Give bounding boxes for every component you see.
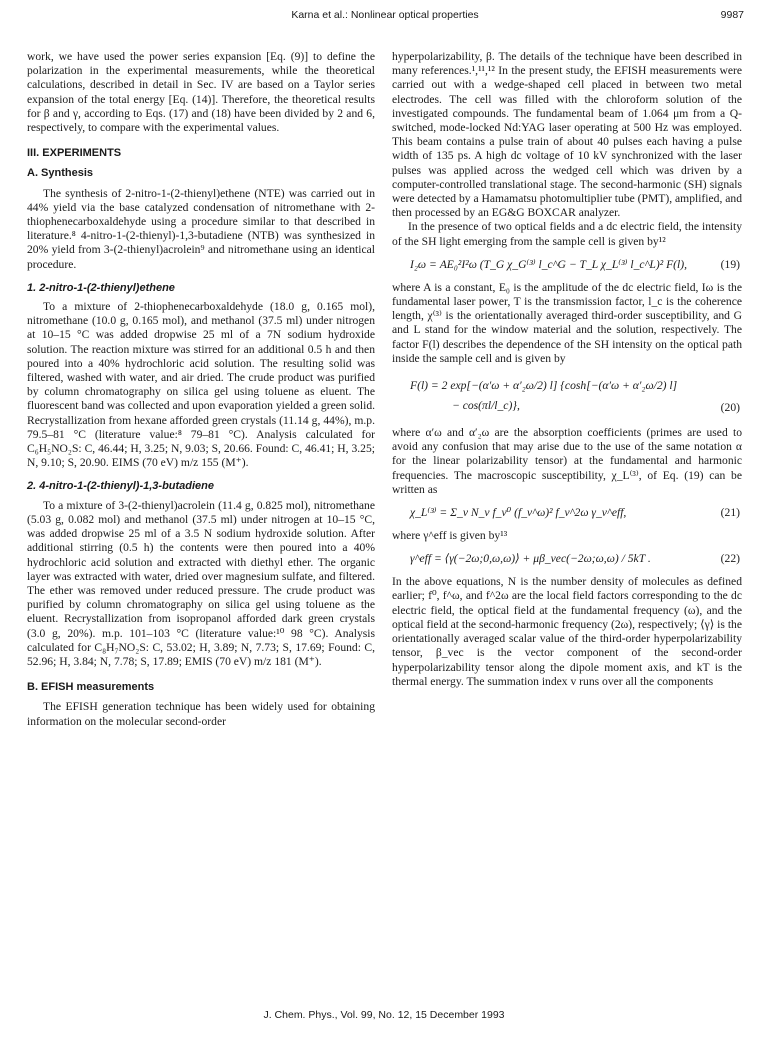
equation-20-line-2: − cos(πl/l_c)},: [452, 399, 520, 413]
paragraph-eq19-definitions: where A is a constant, E₀ is the amplitude of the dc electric field, Iω is the fundamental laser power, T is the transmission factor, l_c is the coherence length, χ⁽³⁾ is the orientationally averaged third-order susceptibility, and G and L stand for the window material and the solution, respectively. The factor F(l) describes the dependence of the SH intensity on the optical path inside the sample cell and is given by: [392, 280, 742, 365]
running-title: Karna et al.: Nonlinear optical properties: [291, 9, 479, 21]
equation-19-body: I₂ω = AE₀²I²ω (T_G χ_G⁽³⁾ l_c^G − T_L χ_L⁽³⁾ l_c^L)² F(l),: [410, 257, 688, 271]
paragraph-definitions: In the above equations, N is the number density of molecules as defined earlier; f⁰, f^ω, and f^2ω are the local field factors corresponding to the dc electric field, the optical field at the fundamental frequency (ω), and the optical field at the second-harmonic frequency (2ω), respectively; ⟨γ⟩ is the orientationally averaged scalar value of the third-order hyperpolarizability tensor, β_vec is the vector component of the second-order hyperpolarizability tensor along the dipole moment axis, and kT is the thermal energy. The summation index v runs over all the components: [392, 575, 742, 688]
left-column: [27, 50, 375, 729]
equation-21: [392, 505, 742, 521]
paragraph-sh-intensity: In the presence of two optical fields and a dc electric field, the intensity of the SH light emerging from the sample cell is given by¹²: [392, 220, 742, 248]
paragraph-efish-intro: The EFISH generation technique has been widely used for obtaining information on the molecular second-order: [27, 700, 375, 728]
equation-21-body: χ_L⁽³⁾ = Σ_v N_v f_v⁰ (f_v^ω)² f_v^2ω γ_v^eff,: [410, 506, 627, 520]
journal-footer: J. Chem. Phys., Vol. 99, No. 12, 15 December 1993: [263, 1009, 505, 1021]
subheading-nte: 1. 2-nitro-1-(2-thienyl)ethene: [27, 281, 175, 294]
equation-20-number: (20): [720, 401, 740, 415]
subsection-heading-synthesis: A. Synthesis: [27, 167, 94, 180]
equation-20: [392, 376, 742, 416]
paragraph-efish-details: hyperpolarizability, β. The details of the technique have been described in many references.¹,¹¹,¹² In the present study, the EFISH measurements were carried out with a wedge-shaped cell placed in between two metal electrodes. The cell was filled with the chloroform solution of the investigated compounds. The fundamental beam of 1.064 μm from a Q-switched, mode-locked Nd:YAG laser operating at 500 Hz was employed. This beam contains a pulse train of about 40 pulses each having a pulse width of 135 ps. A high dc voltage of 10 kV synchronized with the laser pulses was applied across the wedged cell which was driven by a computer-controlled translational stage. The second-harmonic (SH) signals were detected by a Hamamatsu photomultiplier tube (PMT), amplified, and then processed by an EG&G BOXCAR analyzer.: [392, 50, 742, 220]
equation-22-body: γ^eff = ⟨γ(−2ω;0,ω,ω)⟩ + μβ_vec(−2ω;ω,ω) / 5kT .: [410, 552, 651, 566]
paragraph-synthesis: The synthesis of 2-nitro-1-(2-thienyl)ethene (NTE) was carried out in 44% yield via the base catalyzed condensation of nitromethane with 2-thiophenecarboxaldehyde using a procedure similar to that described in literature.⁸ 4-nitro-1-(2-thienyl)-1,3-butadiene (NTB) was synthesized in 20% yield from 3-(2-thienyl)acrolein⁹ and nitromethane using an identical procedure.: [27, 186, 375, 271]
paragraph-ntb-procedure: To a mixture of 3-(2-thienyl)acrolein (11.4 g, 0.825 mol), nitromethane (5.03 g, 0.082 mol) and methanol (37.5 ml) under nitrogen at 10–15 °C, was added dropwise 25 ml of a 3.5 N sodium hydroxide solution. After additional stirring (0.5 h) the contents were then poured into a 40% hydrochloric acid solution and extracted with diethyl ether. The organic layer was extracted with water, dried over magnesium sulfate, and filtered. The ether was removed under reduced pressure. The crude product was purified by column chromatography on silica gel using toluene as the eluent. Recrystallization from isopropanol afforded dark green crystals (3.0 g, 20%). m.p. 101–103 °C (literature value:¹⁰ 98 °C). Analysis calculated for C₈H₇NO₂S: C, 53.02; H, 3.89; N, 7.73; S, 17.69; Found: C, 52.96; H, 3.84; N, 7.78; S, 17.89; EMIS (70 eV) m/z 181 (M⁺).: [27, 498, 375, 668]
equation-19: [392, 257, 742, 273]
running-header: [26, 9, 744, 25]
right-column: [392, 50, 742, 689]
equation-20-line-1: F(l) = 2 exp[−(α′ω + α′₂ω/2) l] {cosh[−(α′ω + α′₂ω/2) l]: [410, 379, 678, 393]
page-number: 9987: [720, 9, 744, 21]
paragraph-gamma-eff-intro: where γ^eff is given by¹³: [392, 529, 508, 543]
paragraph-absorption-coefficients: where α′ω and α′₂ω are the absorption coefficients (primes are used to avoid any confusion that may arise due to the use of the same notation α for the linear polarizability tensor) at the fundamental and harmonic frequencies. The macroscopic susceptibility, χ_L⁽³⁾, of Eq. (19) can be written as: [392, 426, 742, 496]
equation-22: [392, 551, 742, 567]
equation-21-number: (21): [720, 506, 740, 520]
paragraph-nte-procedure: To a mixture of 2-thiophenecarboxaldehyde (18.0 g, 0.165 mol), nitromethane (10.0 g, 0.165 mol), and methanol (37.5 ml) under nitrogen at 10–15 °C was added dropwise 25 ml of a 7N sodium hydroxide solution. The reaction mixture was stirred for an additional 0.5 h and then poured into a 40% hydrochloric acid solution. The resulting solid was filtered, washed with water, and air dried. The crude product was purified by column chromatography on silica gel using toluene as eluent. The fluorescent band was collected and upon evaporation yielded a green solid. Recrystallization from hexane afforded green crystals (11.14 g, 44%), m.p. 79.5–81 °C (literature value:⁸ 79–81 °C). Analysis calculated for C₆H₅NO₂S: C, 46.44; H, 3.25; N, 9.03; S, 20.66. Found: C, 46.41; H, 3.25; N, 9.10; S, 20.90. EIMS (70 eV) m/z 155 (M⁺).: [27, 300, 376, 470]
subsection-heading-efish: B. EFISH measurements: [27, 681, 155, 694]
equation-22-number: (22): [720, 552, 740, 566]
equation-19-number: (19): [720, 257, 740, 271]
section-heading-experiments: III. EXPERIMENTS: [27, 147, 122, 160]
subheading-ntb: 2. 4-nitro-1-(2-thienyl)-1,3-butadiene: [27, 480, 215, 493]
paragraph-intro-continued: work, we have used the power series expansion [Eq. (9)] to define the polarization in the experimental measurements, while the theoretical calculations, described in detail in Sec. IV are based on a Taylor series expansion of the total energy [Eq. (14)]. Therefore, the theoretical results for β and γ, according to Eqs. (17) and (18) have been divided by 2 and 6, respectively, to compare with the experimental values.: [27, 50, 375, 135]
